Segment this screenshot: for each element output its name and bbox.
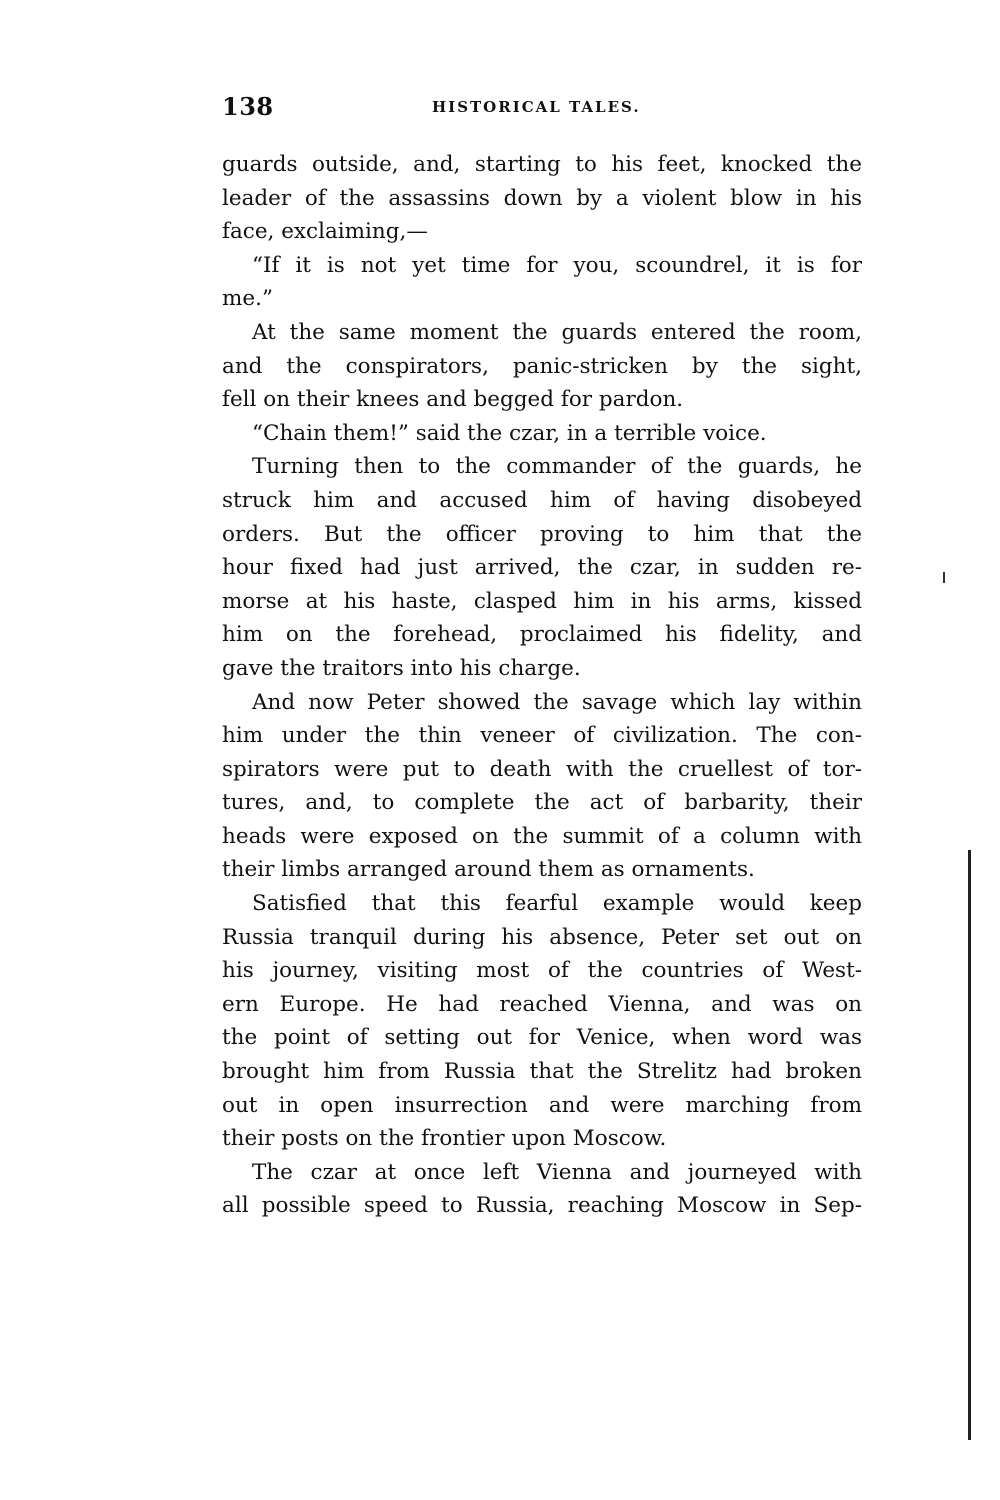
text-line: me.”	[222, 286, 273, 312]
text-line: fell on their knees and begged for pardon.	[222, 387, 684, 413]
text-line: him under the thin veneer of civilization. The con-	[222, 723, 862, 749]
text-line: hour fixed had just arrived, the czar, in sudden re-	[222, 555, 862, 581]
text-line: their limbs arranged around them as ornaments.	[222, 857, 755, 883]
scan-margin-line	[968, 850, 971, 1440]
text-line: face, exclaiming,—	[222, 219, 428, 245]
text-line: spirators were put to death with the cruellest of tor-	[222, 756, 862, 782]
running-title: HISTORICAL TALES.	[432, 98, 641, 116]
text-line: Satisfied that this fearful example would keep	[252, 891, 862, 917]
text-line: Russia tranquil during his absence, Peter set out on	[222, 924, 862, 950]
page-number: 138	[222, 92, 274, 121]
text-line: morse at his haste, clasped him in his arms, kissed	[222, 588, 862, 614]
text-line: him on the forehead, proclaimed his fidelity, and	[222, 622, 862, 648]
text-line: “Chain them!” said the czar, in a terrible voice.	[252, 420, 767, 446]
scan-margin-tick	[943, 572, 945, 583]
body-text	[222, 148, 862, 1248]
text-line: all possible speed to Russia, reaching Moscow in Sep-	[222, 1193, 862, 1219]
text-line: struck him and accused him of having disobeyed	[222, 487, 862, 513]
text-line: leader of the assassins down by a violent blow in his	[222, 185, 862, 211]
text-line: The czar at once left Vienna and journeyed with	[252, 1159, 862, 1185]
text-line: Turning then to the commander of the guards, he	[252, 454, 862, 480]
text-line: tures, and, to complete the act of barbarity, their	[222, 790, 862, 816]
text-line: out in open insurrection and were marching from	[222, 1092, 862, 1118]
text-line: brought him from Russia that the Strelitz had broken	[222, 1059, 862, 1085]
text-line: At the same moment the guards entered the room,	[252, 319, 862, 345]
text-line: his journey, visiting most of the countries of West-	[222, 958, 862, 984]
text-line: orders. But the officer proving to him that the	[222, 521, 862, 547]
text-line: “If it is not yet time for you, scoundrel, it is for	[252, 252, 862, 278]
text-line: heads were exposed on the summit of a column with	[222, 823, 862, 849]
page-header	[222, 92, 862, 132]
text-line: And now Peter showed the savage which lay within	[252, 689, 862, 715]
text-line: their posts on the frontier upon Moscow.	[222, 1126, 667, 1152]
text-line: ern Europe. He had reached Vienna, and was on	[222, 991, 862, 1017]
text-line: and the conspirators, panic-stricken by the sight,	[222, 353, 862, 379]
text-line: the point of setting out for Venice, when word was	[222, 1025, 862, 1051]
text-line: gave the traitors into his charge.	[222, 655, 581, 681]
text-line: guards outside, and, starting to his feet, knocked the	[222, 152, 862, 177]
